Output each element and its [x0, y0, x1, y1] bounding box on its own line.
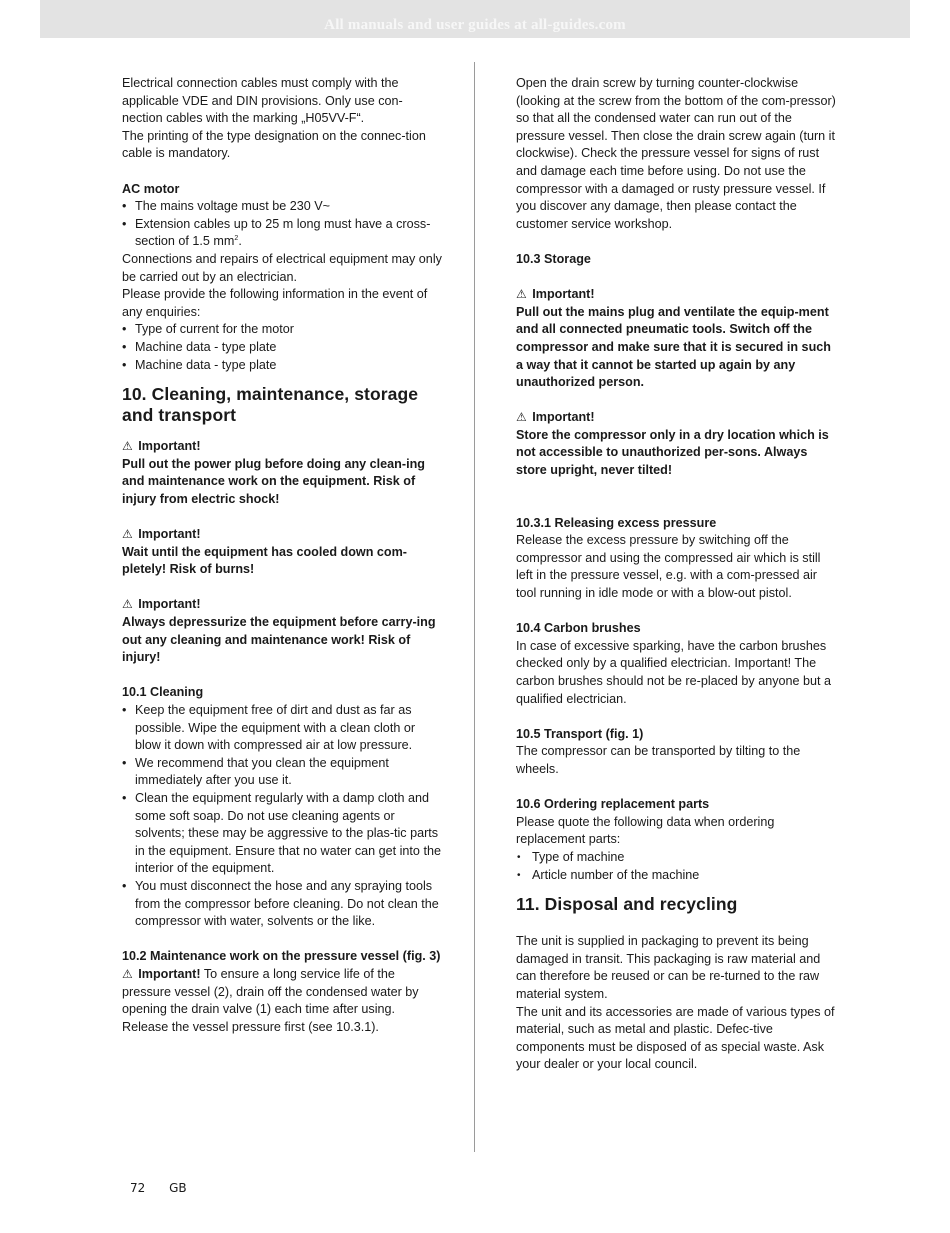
list-item: • Type of machine	[516, 849, 836, 867]
important-label: ⚠ Important!	[516, 410, 595, 425]
superscript: 2	[234, 235, 239, 243]
page-number: 72	[130, 1181, 146, 1195]
parts-heading: 10.6 Ordering replacement parts	[516, 797, 710, 812]
warning-text-1: Pull out the power plug before doing any clean-ing and maintenance work on the equipment. Risk of injury from electric shock!	[122, 456, 425, 506]
parts-paragraph: Please quote the following data when ordering replacement parts:	[516, 814, 775, 847]
storage-heading: 10.3 Storage	[516, 251, 591, 266]
maintenance-heading: 10.2 Maintenance work on the pressure vessel (fig. 3)	[122, 949, 441, 964]
language-code: GB	[169, 1181, 187, 1195]
ac-motor-list	[122, 198, 442, 251]
list-item: • Machine data - type plate	[122, 339, 442, 357]
brushes-paragraph: In case of excessive sparking, have the carbon brushes checked only by a qualified electrician. Important! The carbon brushes should not be re-placed by anyone but a qualified electrician.	[516, 638, 832, 706]
warning-icon: ⚠	[516, 287, 527, 302]
drain-paragraph: Open the drain screw by turning counter-clockwise (looking at the screw from the bottom of the com-pressor) so that all the condensed water can run out of the pressure vessel. Then close the drain screw again (turn it clockwise). Check the pressure vessel for signs of rust and damage each time before using. Do not use the compressor with a damaged or rusty pressure vessel. If you discover any damage, then please contact the customer service workshop.	[516, 76, 836, 231]
list-item: • Clean the equipment regularly with a damp cloth and some soft soap. Do not use cleaning agents or solvents; these may be aggressive to the plas-tic parts in the equipment. Ensure that no water can get into the interior of the equipment.	[122, 790, 442, 878]
warning-icon: ⚠	[122, 439, 133, 454]
cleaning-list	[122, 702, 442, 931]
left-column	[122, 75, 442, 1036]
warning-text-3: Always depressurize the equipment before carry-ing out any cleaning and maintenance work! Risk of injury!	[122, 615, 436, 665]
right-column	[516, 75, 836, 1074]
site-banner	[40, 0, 910, 38]
section-10-title: 10. Cleaning, maintenance, storage and transport	[122, 384, 419, 426]
column-divider	[474, 62, 475, 1152]
banner-text: All manuals and user guides at all-guides.com	[324, 17, 626, 33]
warning-text-2: Wait until the equipment has cooled down com-pletely! Risk of burns!	[122, 544, 407, 577]
warning-icon: ⚠	[122, 597, 133, 612]
section-11-title: 11. Disposal and recycling	[516, 894, 738, 915]
cleaning-heading: 10.1 Cleaning	[122, 685, 204, 700]
list-item: • We recommend that you clean the equipment immediately after you use it.	[122, 755, 442, 790]
list-item: • The mains voltage must be 230 V~	[122, 198, 442, 216]
repairs-paragraph-1: Connections and repairs of electrical equipment may only be carried out by an electrician.	[122, 251, 442, 284]
list-item: • You must disconnect the hose and any spraying tools from the compressor before cleaning. Do not clean the compressor with water, solvents or the like.	[122, 878, 442, 931]
storage-warning-1: Pull out the mains plug and ventilate the equip-ment and all connected pneumatic tools. Switch off the compressor and make sure that it is secured in such a way that it cannot be started up again by any unauthorized person.	[516, 304, 831, 390]
repairs-paragraph-2: Please provide the following information in the event of any enquiries:	[122, 287, 428, 319]
warning-icon: ⚠	[122, 527, 133, 542]
disposal-paragraph-1: The unit is supplied in packaging to prevent its being damaged in transit. This packaging is raw material and can therefore be reused or can be re-turned to the raw material system.	[516, 934, 821, 1001]
intro-paragraph-2: The printing of the type designation on the connec-tion cable is mandatory.	[122, 128, 426, 161]
brushes-heading: 10.4 Carbon brushes	[516, 621, 641, 636]
parts-list	[516, 849, 836, 884]
maintenance-paragraph: ⚠ Important! To ensure a long service life of the pressure vessel (2), drain off the condensed water by opening the drain valve (1) each time after using. Release the vessel pressure first (see 10.3.1).	[122, 966, 419, 1034]
ac-motor-heading: AC motor	[122, 181, 180, 196]
page-footer	[130, 1181, 207, 1195]
important-label: ⚠ Important!	[122, 439, 201, 454]
list-item: • Type of current for the motor	[122, 321, 442, 339]
list-item: • Article number of the machine	[516, 867, 836, 885]
important-label: ⚠ Important!	[122, 597, 201, 612]
important-label: ⚠ Important!	[516, 287, 595, 302]
transport-paragraph: The compressor can be transported by tilting to the wheels.	[516, 744, 801, 776]
list-item: • Keep the equipment free of dirt and dust as far as possible. Wipe the equipment with a clean cloth or blow it down with compressed air at low pressure.	[122, 702, 442, 755]
enquiry-list	[122, 321, 442, 374]
intro-paragraph-1: Electrical connection cables must comply with the applicable VDE and DIN provisions. Only use con-nection cables with the marking „H05VV-F“.	[122, 76, 403, 126]
release-paragraph: Release the excess pressure by switching off the compressor and using the compressed air which is still left in the pressure vessel, e.g. with a com-pressed air tool running in idle mode or with a blow-out pistol.	[516, 533, 821, 601]
list-item: • Extension cables up to 25 m long must have a cross-section of 1.5 $mm^2$.	[122, 216, 442, 251]
list-item: • Machine data - type plate	[122, 357, 442, 375]
transport-heading: 10.5 Transport (fig. 1)	[516, 726, 644, 741]
disposal-paragraph-2: The unit and its accessories are made of various types of material, such as metal and plastic. Defec-tive components must be disposed of as special waste. Ask your dealer or your local council.	[516, 1004, 835, 1072]
release-heading: 10.3.1 Releasing excess pressure	[516, 515, 717, 530]
important-label: ⚠ Important!	[122, 527, 201, 542]
warning-icon: ⚠	[516, 410, 527, 425]
storage-warning-2: Store the compressor only in a dry location which is not accessible to unauthorized per-sons. Always store upright, never tilted!	[516, 427, 829, 478]
warning-icon: ⚠	[122, 966, 133, 981]
